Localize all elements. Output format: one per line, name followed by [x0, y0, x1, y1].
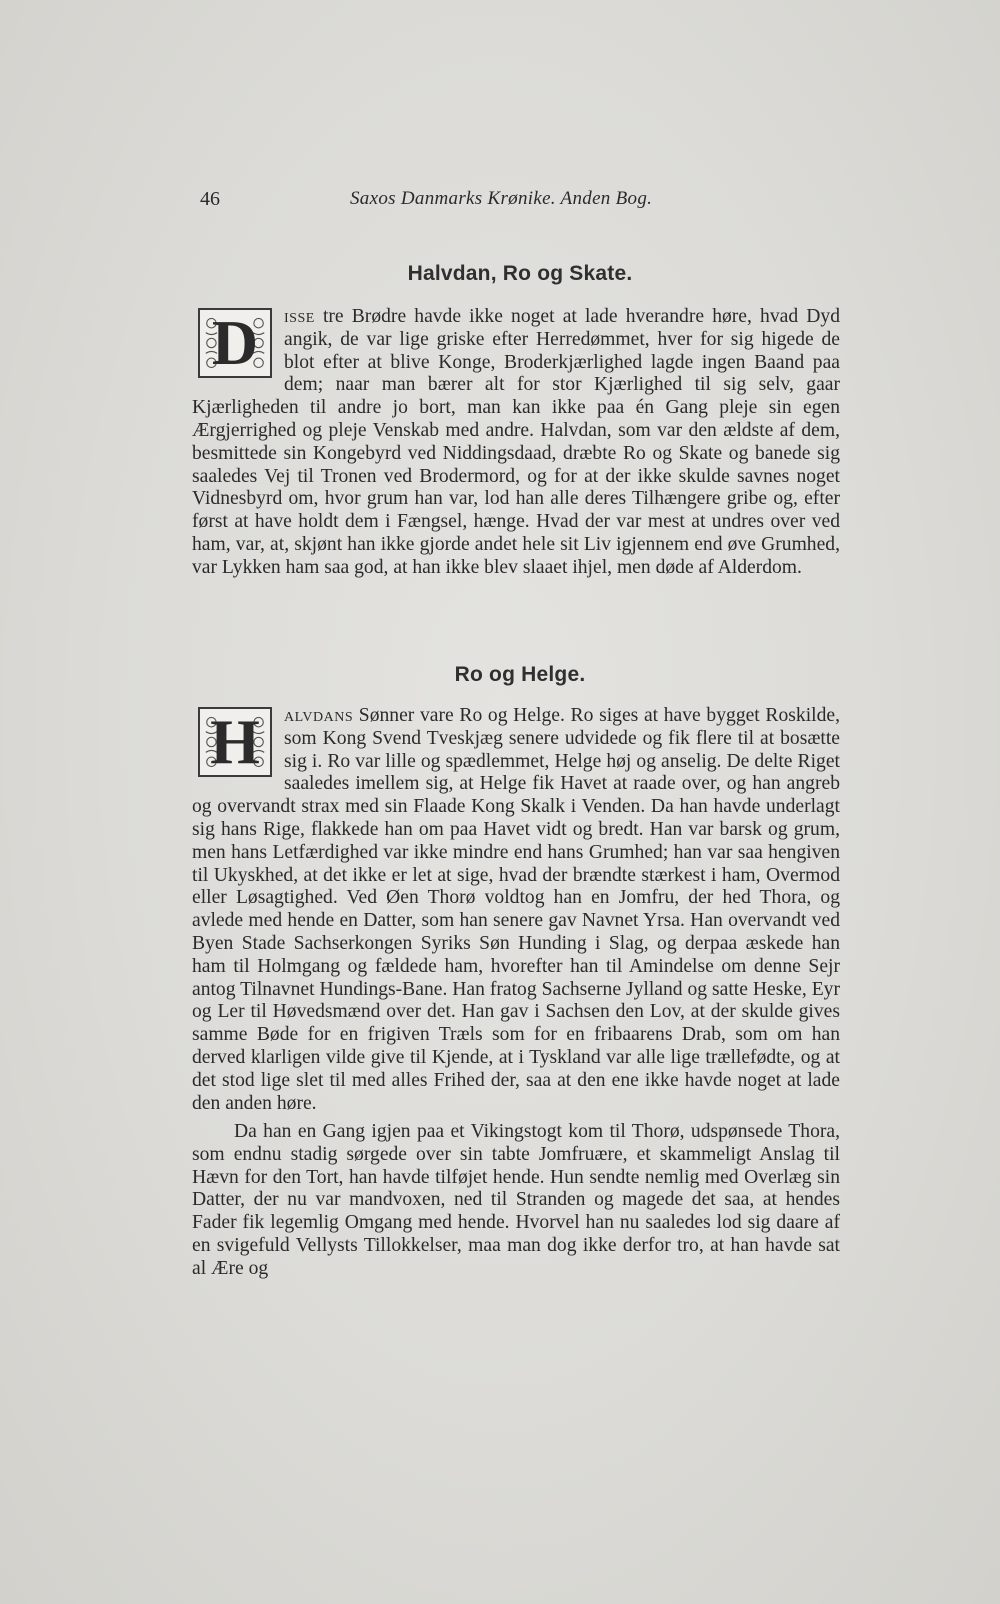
section-title-halvdan: Halvdan, Ro og Skate. — [407, 262, 633, 285]
section-paragraph — [192, 306, 840, 580]
ornamental-initial-h — [198, 707, 272, 777]
page-number: 46 — [200, 188, 220, 210]
first-word-rest: isse — [284, 306, 315, 327]
section-title-ro-og-helge: Ro og Helge. — [454, 663, 586, 686]
drop-cap-letter: H — [210, 706, 260, 777]
section-paragraph: Da han en Gang igjen paa et Vikingstogt kom til Thorø, udspønsede Thora, som endnu stadig sørgede over sin tabte Jomfruære, et skammeligt Anslag til Hævn for den Tort, han havde tilføjet hende. Hun sendte nemlig med Overlæg sin Datter, der nu var mandvoxen, ned til Stranden og magede det saa, at hendes Fader fik legemlig Omgang med hende. Hvorvel han nu saaledes lod sig daare af en svigefuld Vellysts Tillokkelser, maa man dog ikke derfor tro, at han havde sat al Ære og — [192, 1121, 840, 1279]
drop-cap-letter: D — [211, 307, 259, 378]
page-header — [200, 188, 900, 218]
running-title: Saxos Danmarks Krønike. Anden Bog. — [350, 188, 653, 209]
first-word-rest: alvdans — [284, 705, 354, 726]
paragraph-text: tre Brødre havde ikke noget at lade hverandre høre, hvad Dyd angik, de var lige griske efter Herredømmet, hver for sig higede de blot efter at blive Konge, Broderkjærlighed lagde ingen Baand paa dem; naar man bærer alt for stor Kjærlighed til sig selv, gaar Kjærligheden til andre jo bort, man kan ikke paa én Gang pleje sin egen Ærgjerrighed og pleje Venskab med andre. Halvdan, som var den ældste af dem, besmittede sin Kongebyrd ved Niddingsdaad, dræbte Ro og Skate og banede sig saaledes Vej til Tronen ved Brodermord, og for at der ikke skulde savnes noget Vidnesbyrd om, hvor grum han var, lod han alle deres Tilhængere gribe og, efter først at have holdt dem i Fængsel, hænge. Hvad der var mest at undres over ved ham, var, at, skjønt han ikke gjorde andet hele sit Liv igjennem end øve Grumhed, var Lykken ham saa god, at han ikke blev slaaet ihjel, men døde af Alderdom. — [192, 306, 840, 578]
ornamental-initial-d — [198, 308, 272, 378]
section-paragraph — [192, 705, 840, 1115]
paragraph-text: Sønner vare Ro og Helge. Ro siges at have bygget Roskilde, som Kong Svend Tveskjæg senere udvidede og fik flere til at bosætte sig i. Ro var lille og spædlemmet, Helge høj og anselig. De delte Riget saaledes imellem sig, at Helge fik Havet at raade over, og han angreb og overvandt strax med sin Flaade Kong Skalk i Venden. Da han havde underlagt sig hans Rige, flakkede han om paa Havet vidt og bredt. Han var barsk og grum, men hans Letfærdighed var ikke mindre end hans Grumhed; han var saa hengiven til Ukyskhed, at det ikke er let at sige, hvad der brændte stærkest i ham, Overmod eller Løsagtighed. Ved Øen Thorø voldtog han en Jomfru, der hed Thora, og avlede med hende en Datter, som han senere gav Navnet Yrsa. Han overvandt ved Byen Stade Sachserkongen Syriks Søn Hunding i Slag, og derpaa æskede han ham til Holmgang og fældede ham, hvorefter han til Amindelse om denne Sejr antog Tilnavnet Hundings-Bane. Han fratog Sachserne Jylland og satte Heske, Eyr og Ler til Høvedsmænd over det. Han gav i Sachsen den Lov, at der skulde gives samme Bøde for en frigiven Træls som for en fribaarens Drab, som om han derved klarligen vilde give til Kjende, at i Tyskland var alle lige trællefødte, og at det stod lige slet til med alles Frihed der, saa at den ene ikke havde noget at lade den anden høre. — [192, 705, 840, 1114]
